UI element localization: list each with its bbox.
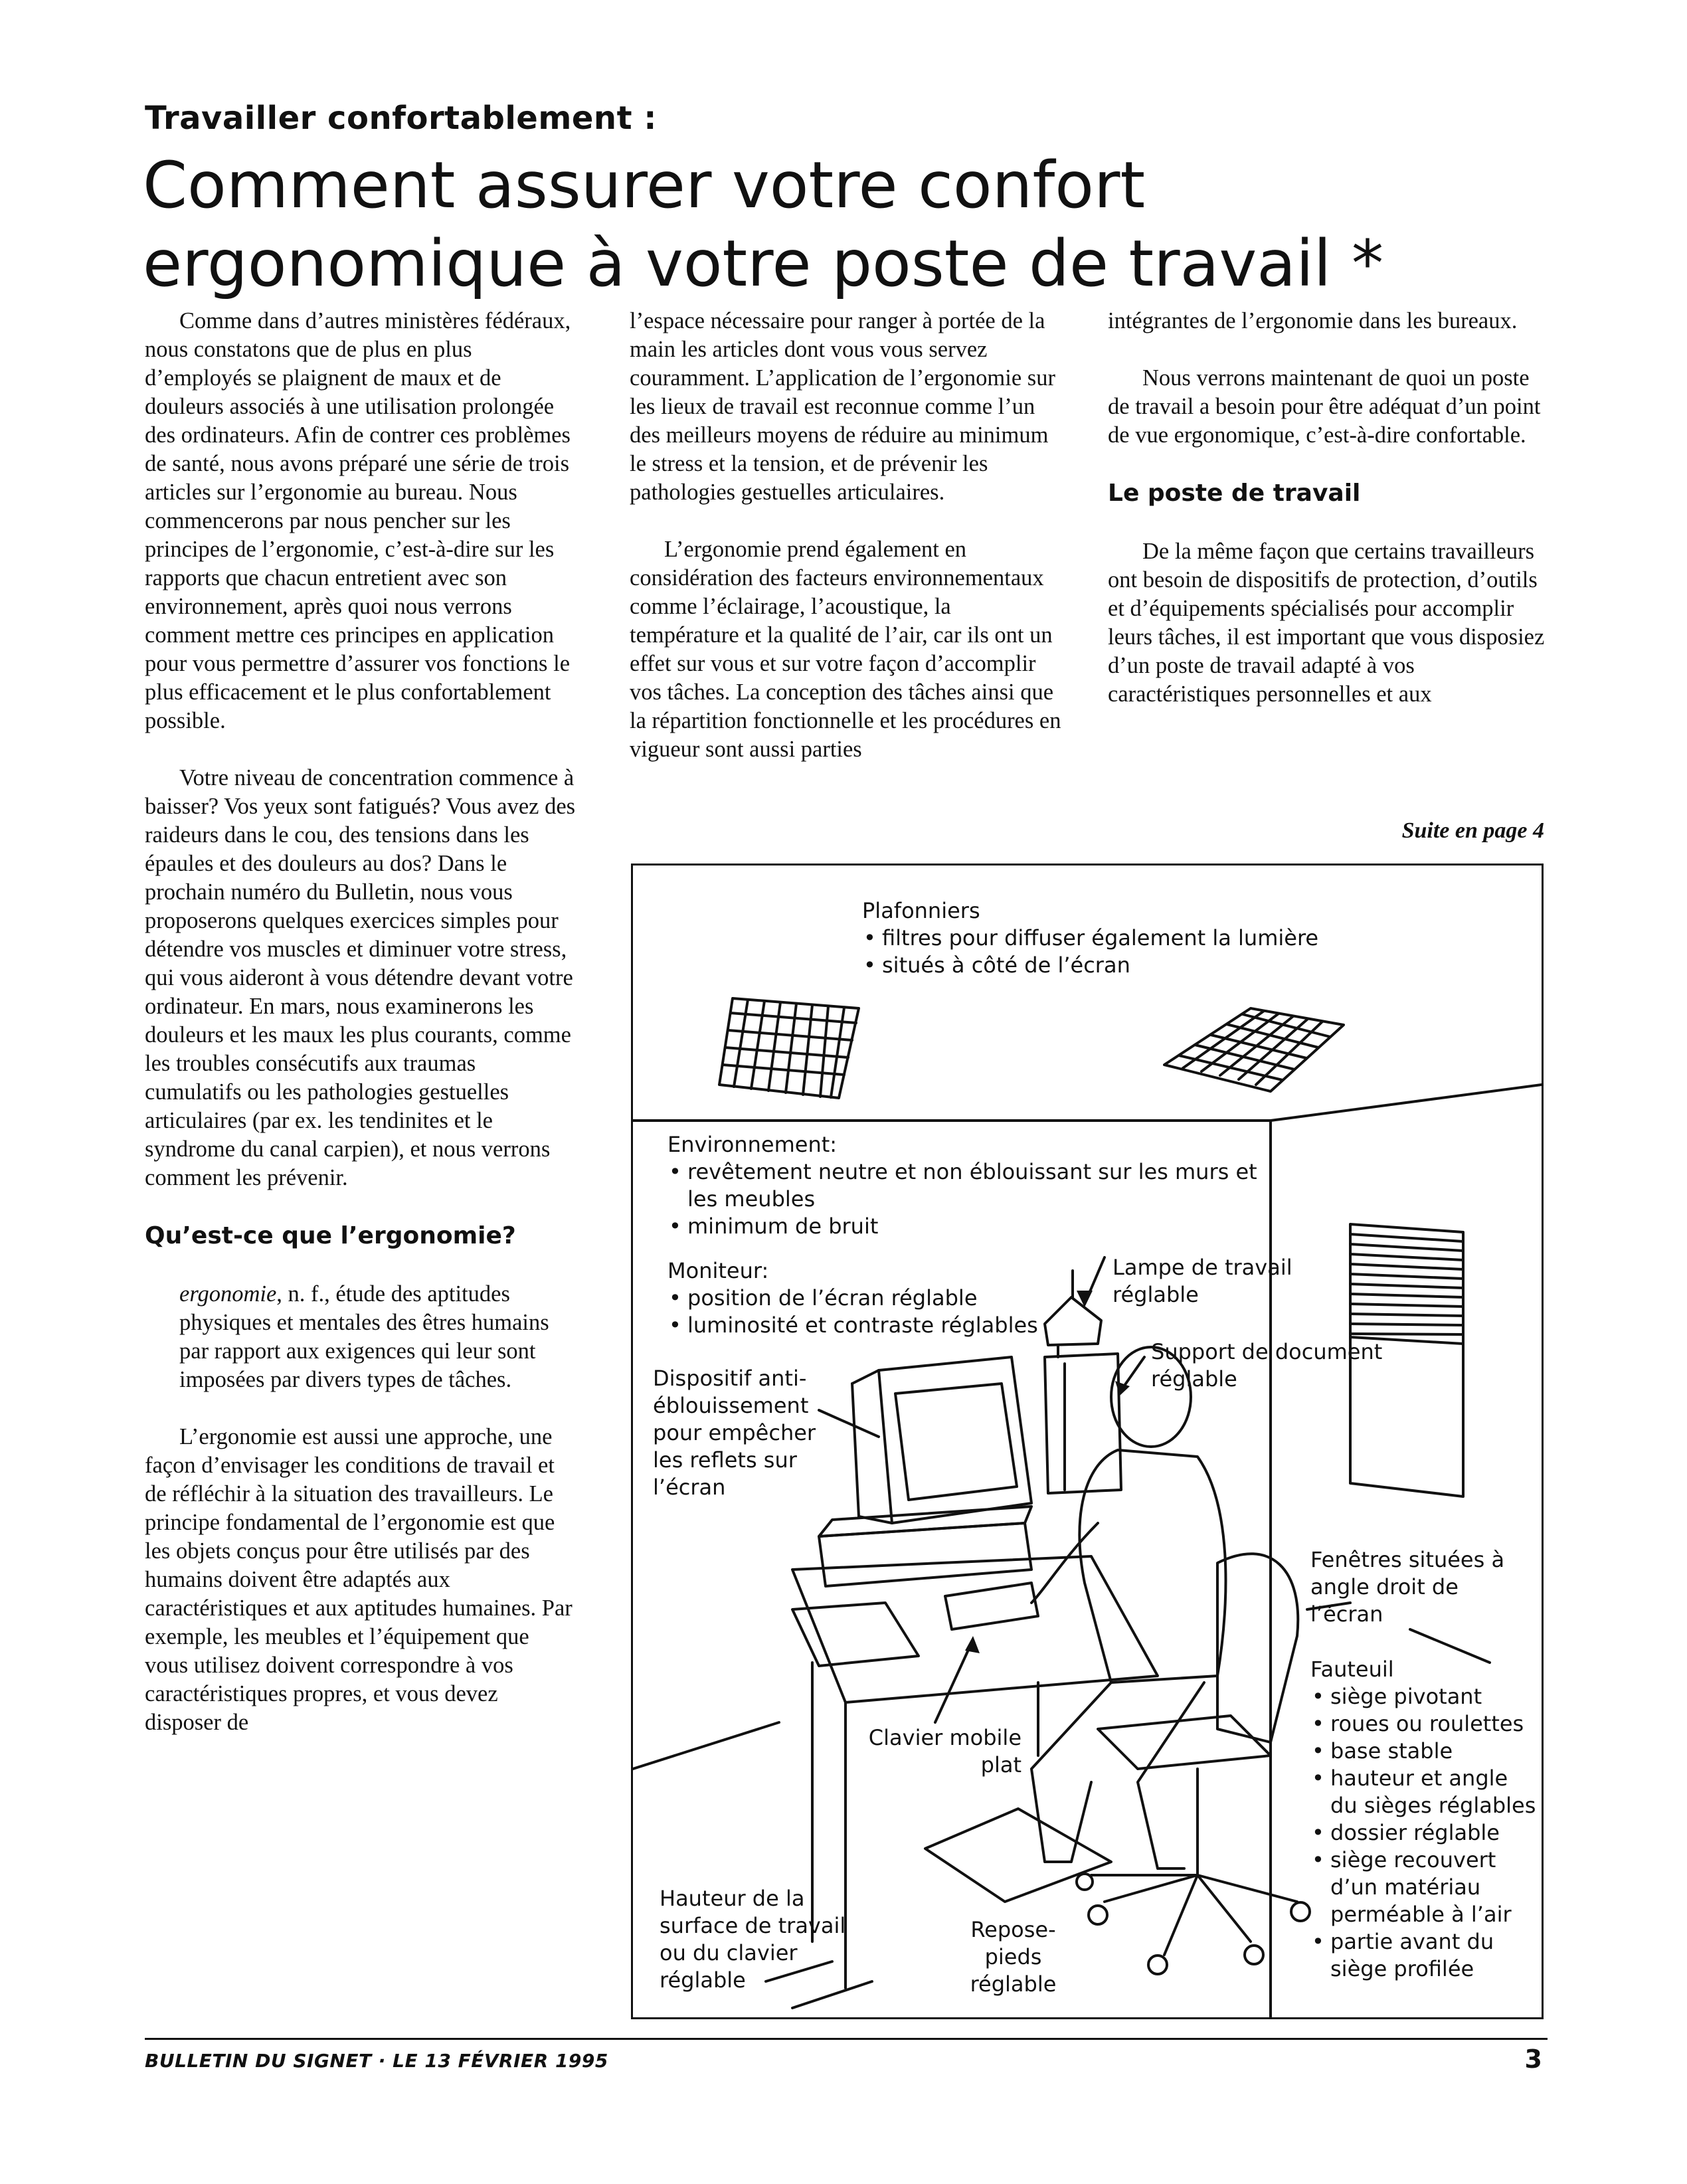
paragraph: Votre niveau de concentration commence à baisser? Vos yeux sont fatigués? Vous avez des raideurs dans le cou, des tensions dans les épaules et des douleurs au dos? Dans le prochain numéro du Bulletin, nous vous proposerons quelques exercices simples pour détendre vos muscles et diminuer votre stress, qui vous aideront à vous détendre devant votre ordinateur. En mars, nous examinerons les douleurs et les maux les plus courants, comme les troubles consécutifs aux traumas cumulatifs ou les pathologies gestuelles articulaires (par ex. les tendinites et le syndrome du canal carpien), et nous verrons comment les prévenir. xyxy=(145,765,576,1190)
paragraph: L’ergonomie est aussi une approche, une façon d’envisager les conditions de travail et de réfléchir à la situation des travailleurs. Le principe fondamental de l’ergonomie est que les objets conçus pour être utilisés par des humains doivent être adaptés aux caractéristiques et aux aptitudes humaines. Par exemple, les meubles et l’équipement que vous utilisez doivent correspondre à vos caractéristiques propres, et vous devez disposer de xyxy=(145,1424,573,1735)
label-title: Moniteur: xyxy=(667,1258,769,1283)
paragraph: Comme dans d’autres ministères fédéraux, nous constatons que de plus en plus d’employés se plaignent de maux et de douleurs associés à une utilisation prolongée des ordinateurs. Afin de contrer ces problèmes de santé, nous avons préparé une série de trois articles sur l’ergonomie au bureau. Nous commencerons par nous pencher sur les principes de l’ergonomie, c’est-à-dire sur les rapports que chacun entretient avec son environnement, après quoi nous verrons comment mettre ces principes en application pour vous permettre d’assurer vos fonctions le plus efficacement et le plus confortablement possible. xyxy=(145,308,571,733)
ceiling-light-left xyxy=(719,998,859,1098)
page-number: 3 xyxy=(1524,2045,1542,2074)
workstation-illustration xyxy=(631,864,1544,2019)
footrest xyxy=(925,1809,1111,1902)
footer-publication: BULLETIN DU SIGNET · LE 13 FÉVRIER 1995 xyxy=(145,2050,608,2072)
label-item: • partie avant du siège profilée xyxy=(1310,1928,1536,1983)
label-item: • base stable xyxy=(1310,1738,1536,1765)
paragraph: De la même façon que certains travailleurs ont besoin de dispositifs de protection, d’outils et d’équipements spécialisés pour accomplir leurs tâches, il est important que vous disposiez d’un poste de travail adapté à vos caractéristiques personnelles et aux xyxy=(1108,539,1545,707)
label-item: • position de l’écran réglable xyxy=(667,1285,1066,1312)
label-hauteur: Hauteur de la surface de travail ou du clavier réglable xyxy=(660,1886,846,1993)
label-item: • hauteur et angle du sièges réglables xyxy=(1310,1765,1536,1819)
label-item: • filtres pour diffuser également la lumière xyxy=(862,925,1407,952)
section-heading: Qu’est-ce que l’ergonomie? xyxy=(145,1222,516,1249)
label-title: Fauteuil xyxy=(1310,1657,1394,1682)
paragraph: l’espace nécessaire pour ranger à portée de la main les articles dont vous vous servez couramment. L’application de l’ergonomie sur les lieux de travail est reconnue comme l’un des meilleurs moyens de réduire au minimum le stress et la tension, et de prévenir les pathologies gestuelles articulaires. xyxy=(630,308,1055,505)
label-item: • siège recouvert d’un matériau perméable à l’air xyxy=(1310,1847,1536,1928)
continued-note: Suite en page 4 xyxy=(1401,818,1544,843)
label-item: • revêtement neutre et non éblouissant sur les murs et les meubles xyxy=(667,1158,1265,1213)
text-column-2 xyxy=(630,307,1061,764)
label-environnement xyxy=(667,1131,1265,1240)
monitor xyxy=(852,1357,1031,1523)
article-title: Comment assurer votre confort ergonomique à votre poste de travail * xyxy=(143,148,1383,301)
label-plafonniers xyxy=(862,897,1407,979)
text-column-1 xyxy=(145,307,577,1737)
definition-text: , n. f., étude des aptitudes physiques et mentales des êtres humains par rapport aux exigences qui leur sont imposées par divers types de tâches. xyxy=(179,1281,549,1392)
label-item: • minimum de bruit xyxy=(667,1213,1265,1240)
keyboard xyxy=(945,1583,1038,1629)
section-heading: Le poste de travail xyxy=(1108,480,1361,507)
label-item: • siège pivotant xyxy=(1310,1683,1536,1710)
label-fauteuil xyxy=(1310,1656,1536,1983)
label-title: Plafonniers xyxy=(862,898,980,923)
paragraph: Nous verrons maintenant de quoi un poste de travail a besoin pour être adéquat d’un point de vue ergonomique, c’est-à-dire confortable. xyxy=(1108,365,1541,448)
paragraph: intégrantes de l’ergonomie dans les bureaux. xyxy=(1108,308,1518,333)
label-clavier: Clavier mobile plat xyxy=(868,1725,1021,1777)
ceiling-corner-line xyxy=(1271,1085,1542,1121)
label-support: Support de document réglable xyxy=(1151,1339,1383,1392)
paragraph: L’ergonomie prend également en considération des facteurs environnementaux comme l’éclairage, l’acoustique, la température et la qualité de l’air, car ils ont un effet sur vous et sur votre façon d’accomplir vos tâches. La conception des tâches ainsi que la répartition fonctionnelle et les procédures en vigueur sont aussi parties xyxy=(630,537,1061,762)
label-item: • roues ou roulettes xyxy=(1310,1710,1536,1738)
chair xyxy=(1077,1554,1310,1974)
desk-paper xyxy=(792,1603,919,1666)
document-holder xyxy=(1045,1354,1121,1493)
article-kicker: Travailler confortablement : xyxy=(145,100,657,137)
label-item: • situés à côté de l’écran xyxy=(862,952,1407,979)
definition xyxy=(145,1280,577,1394)
footer-rule xyxy=(145,2038,1548,2040)
text-column-3 xyxy=(1108,307,1546,709)
leader-clavier xyxy=(935,1643,972,1722)
label-lampe: Lampe de travail réglable xyxy=(1112,1255,1292,1307)
label-fenetres: Fenêtres situées à angle droit de l’écran xyxy=(1310,1547,1505,1627)
label-moniteur xyxy=(667,1257,1066,1339)
floor-line-left xyxy=(633,1722,779,1769)
label-item: • dossier réglable xyxy=(1310,1819,1536,1847)
label-dispositif: Dispositif anti-éblouissement pour empêcher les reflets sur l’écran xyxy=(653,1366,816,1500)
label-repose: Repose-pieds réglable xyxy=(970,1917,1057,1997)
arrow-clavier xyxy=(965,1636,980,1653)
leader-dispositif xyxy=(819,1410,879,1437)
label-item: • luminosité et contraste réglables xyxy=(667,1312,1066,1339)
label-title: Environnement: xyxy=(667,1132,838,1157)
ceiling-light-right xyxy=(1164,1008,1344,1091)
definition-term: ergonomie xyxy=(179,1281,277,1307)
